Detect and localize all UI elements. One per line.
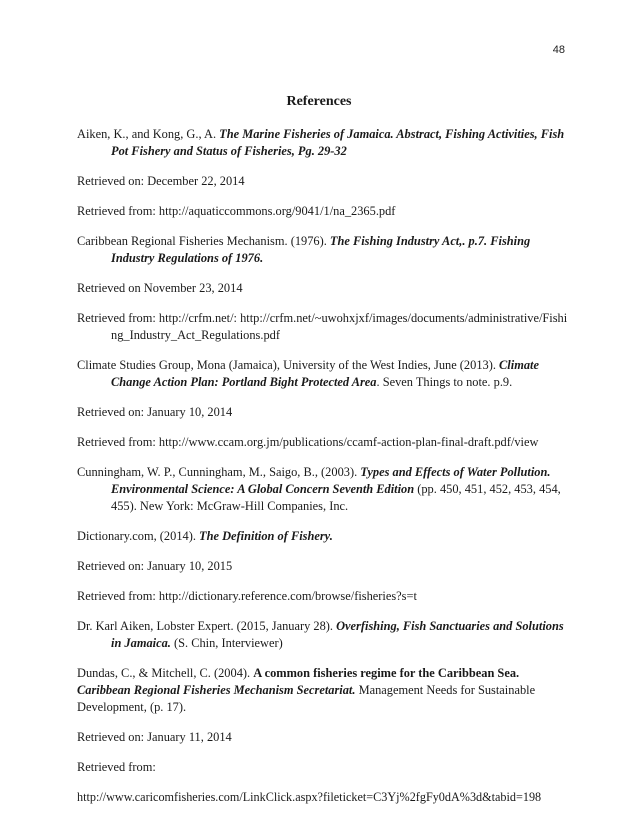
reference-author: Aiken, K., and Kong, G., A. bbox=[77, 127, 220, 141]
retrieved-date: Retrieved on: December 22, 2014 bbox=[77, 174, 245, 188]
retrieved-date: Retrieved on: January 11, 2014 bbox=[77, 730, 232, 744]
reference-dundas bbox=[77, 665, 569, 716]
retrieved-label: Retrieved from: bbox=[77, 760, 156, 774]
reference-title: A common fisheries regime for the Caribbean Sea. bbox=[253, 666, 520, 680]
retrieved-url: Retrieved from: http://www.ccam.org.jm/publications/ccamf-action-plan-final-draft.pdf/view bbox=[77, 435, 539, 449]
reference-detail: Management Needs for Sustainable Development, (p. 17). bbox=[77, 683, 536, 714]
reference-author: Dundas, C., & Mitchell, C. (2004). bbox=[77, 666, 254, 680]
reference-title: Types and Effects of Water Pollution. Environmental Science: A Global Concern Seventh Edition bbox=[111, 465, 551, 496]
reference-author: Climate Studies Group, Mona (Jamaica), University of the West Indies, June (2013). bbox=[77, 358, 500, 372]
retrieved-url: http://www.caricomfisheries.com/LinkClick.aspx?fileticket=C3Yj%2fgFy0dA%3d&tabid=198 bbox=[77, 790, 542, 804]
retrieved-date: Retrieved on November 23, 2014 bbox=[77, 281, 243, 295]
retrieved-url: Retrieved from: http://aquaticcommons.org/9041/1/na_2365.pdf bbox=[77, 204, 396, 218]
page-title: References bbox=[286, 94, 352, 109]
reference-detail: . Seven Things to note. p.9. bbox=[376, 375, 513, 389]
reference-subtitle: Caribbean Regional Fisheries Mechanism Secretariat. bbox=[77, 683, 356, 697]
reference-title: The Fishing Industry Act,. p.7. Fishing Industry Regulations of 1976. bbox=[111, 234, 531, 265]
page-number: 48 bbox=[552, 44, 565, 56]
reference-climate bbox=[77, 357, 569, 391]
reference-author: Dr. Karl Aiken, Lobster Expert. (2015, January 28). bbox=[77, 619, 337, 633]
retrieved-date: Retrieved on: January 10, 2014 bbox=[77, 405, 233, 419]
reference-dictionary bbox=[77, 528, 569, 545]
reference-detail: (pp. 450, 451, 452, 453, 454, 455). New York: McGraw-Hill Companies, Inc. bbox=[111, 482, 561, 513]
reference-aiken bbox=[77, 126, 569, 160]
reference-title: Climate Change Action Plan: Portland Bight Protected Area bbox=[111, 358, 539, 389]
reference-detail: (S. Chin, Interviewer) bbox=[170, 636, 283, 650]
reference-karl-aiken bbox=[77, 618, 569, 652]
reference-author: Dictionary.com, (2014). bbox=[77, 529, 200, 543]
reference-title: The Marine Fisheries of Jamaica. Abstract, Fishing Activities, Fish Pot Fishery and Status of Fisheries, Pg. 29-32 bbox=[111, 127, 565, 158]
retrieved-date: Retrieved on: January 10, 2015 bbox=[77, 559, 233, 573]
reference-crfm bbox=[77, 233, 569, 267]
reference-author: Caribbean Regional Fisheries Mechanism. (1976). bbox=[77, 234, 330, 248]
reference-title: Overfishing, Fish Sanctuaries and Solutions in Jamaica. bbox=[111, 619, 564, 650]
reference-list bbox=[77, 126, 569, 819]
reference-cunningham bbox=[77, 464, 569, 515]
reference-title: The Definition of Fishery. bbox=[199, 529, 333, 543]
reference-author: Cunningham, W. P., Cunningham, M., Saigo, B., (2003). bbox=[77, 465, 361, 479]
retrieved-url: Retrieved from: http://crfm.net/: http://crfm.net/~uwohxjxf/images/documents/administrative/Fishing_Industry_Act_Regulations.pdf bbox=[77, 311, 568, 342]
retrieved-url: Retrieved from: http://dictionary.reference.com/browse/fisheries?s=t bbox=[77, 589, 417, 603]
